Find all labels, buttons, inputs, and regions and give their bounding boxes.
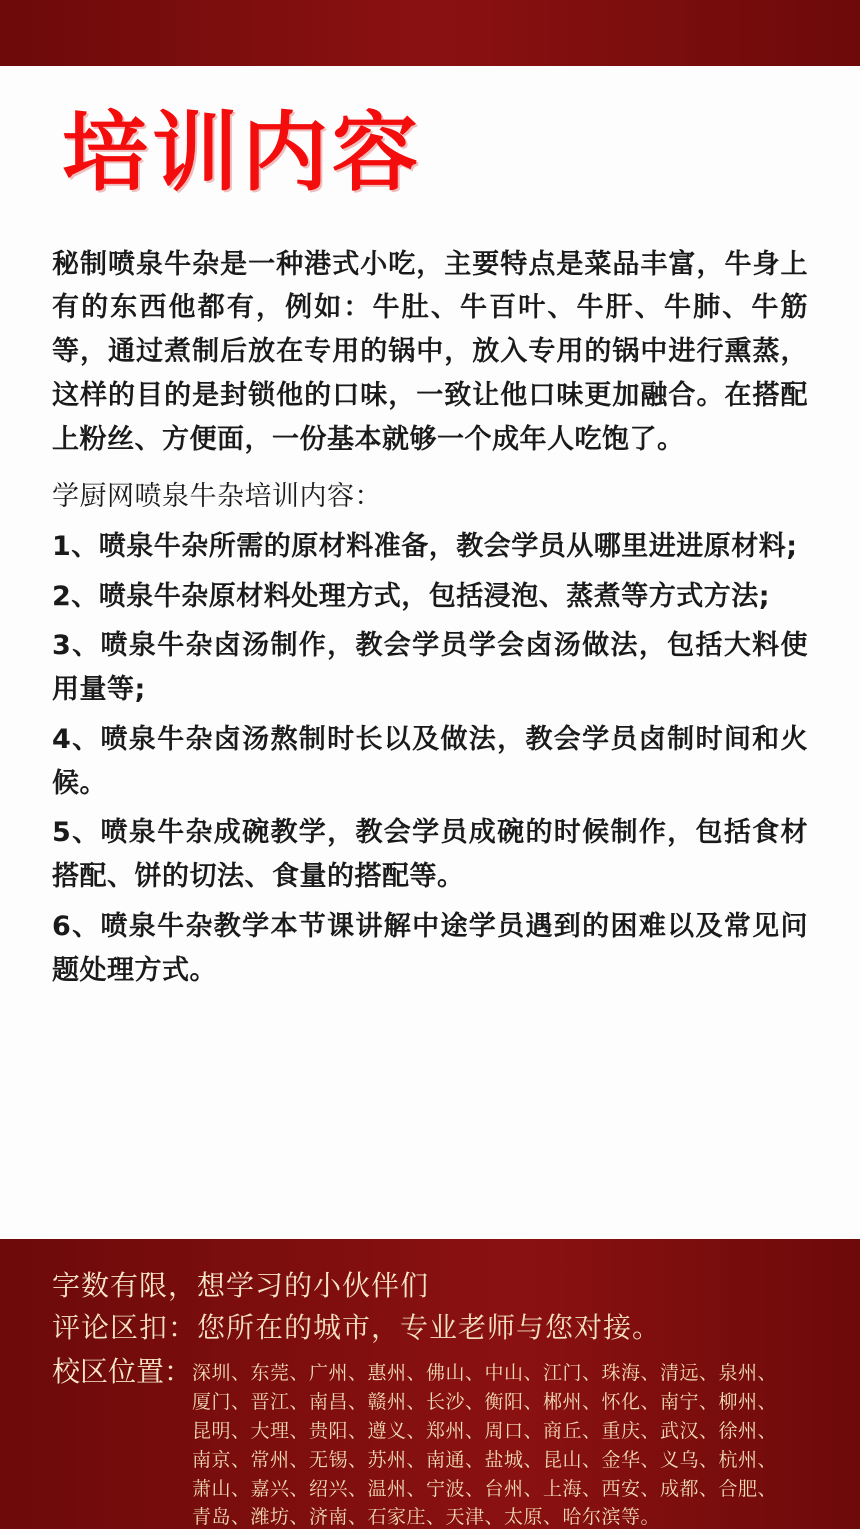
campus-list-line: 深圳、东莞、广州、惠州、佛山、中山、江门、珠海、清远、泉州、 xyxy=(192,1362,778,1384)
list-item: 6、喷泉牛杂教学本节课讲解中途学员遇到的困难以及常见问题处理方式。 xyxy=(52,910,808,986)
list-item: 4、喷泉牛杂卤汤熬制时长以及做法，教会学员卤制时间和火候。 xyxy=(52,723,808,799)
content-area xyxy=(0,66,860,1239)
footer-note-line: 字数有限，想学习的小伙伴们 xyxy=(52,1269,430,1302)
campus-list-line: 萧山、嘉兴、绍兴、温州、宁波、台州、上海、西安、成都、合肥、 xyxy=(192,1477,778,1500)
intro-paragraph: 秘制喷泉牛杂是一种港式小吃，主要特点是菜品丰富，牛身上有的东西他都有，例如：牛肚、牛百叶、牛肝、牛肺、牛筋等，通过煮制后放在专用的锅中，放入专用的锅中进行熏蒸，这样的目的是封锁他的口味，一致让他口味更加融合。在搭配上粉丝、方便面，一份基本就够一个成年人吃饱了。 xyxy=(52,248,808,455)
campus-list-line: 厦门、晋江、南昌、赣州、长沙、衡阳、郴州、怀化、南宁、柳州、 xyxy=(192,1390,778,1413)
campus-location-row xyxy=(52,1351,808,1532)
footer-banner xyxy=(0,1239,860,1529)
list-item: 3、喷泉牛杂卤汤制作，教会学员学会卤汤做法，包括大料使用量等; xyxy=(52,630,808,706)
campus-list-line: 昆明、大理、贵阳、遵义、郑州、周口、商丘、重庆、武汉、徐州、 xyxy=(192,1419,778,1442)
section-subtitle: 学厨网喷泉牛杂培训内容： xyxy=(52,481,382,513)
footer-contact-line: 评论区扣：您所在的城市，专业老师与您对接。 xyxy=(52,1311,662,1344)
top-banner-bar xyxy=(0,0,860,66)
list-item: 5、喷泉牛杂成碗教学，教会学员成碗的时候制作，包括食材搭配、饼的切法、食量的搭配等。 xyxy=(52,817,808,893)
page-title: 培训内容 xyxy=(62,103,422,203)
campus-list-line: 南京、常州、无锡、苏州、南通、盐城、昆山、金华、义乌、杭州、 xyxy=(192,1448,778,1471)
campus-list xyxy=(192,1351,808,1532)
list-item: 1、喷泉牛杂所需的原材料准备，教会学员从哪里进进原材料; xyxy=(52,531,798,562)
campus-list-line: 青岛、潍坊、济南、石家庄、天津、太原、哈尔滨等。 xyxy=(192,1506,661,1529)
campus-label: 校区位置： xyxy=(52,1355,193,1388)
list-item: 2、喷泉牛杂原材料处理方式，包括浸泡、蒸煮等方式方法; xyxy=(52,580,771,612)
